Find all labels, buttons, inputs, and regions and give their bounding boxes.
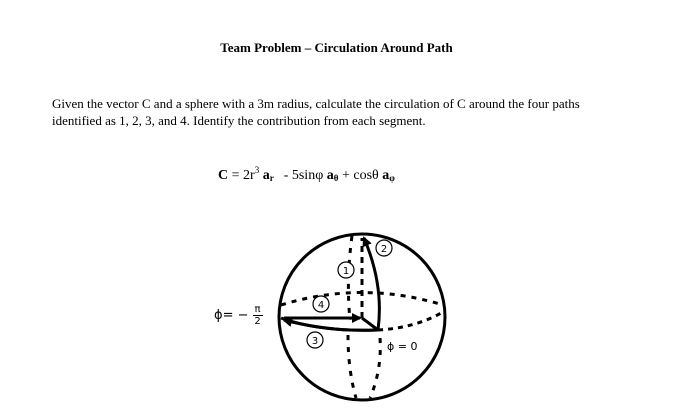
label-3-circle <box>307 332 323 348</box>
label-3-text: 3 <box>311 336 319 347</box>
phi-left-text: ϕ= − <box>214 308 249 323</box>
eq-term2: 5sinφ <box>288 168 327 183</box>
equator-front-dashed <box>378 312 443 330</box>
label-4-text: 4 <box>317 300 325 311</box>
unit-vector-phi-sub: φ <box>389 173 395 183</box>
eq-equals-term: = 2r <box>228 168 255 183</box>
radius-line <box>362 318 378 330</box>
phi-zero-label: ϕ = 0 <box>387 340 418 353</box>
unit-vector-r: a <box>262 168 270 183</box>
label-1-circle <box>338 262 354 278</box>
r-exponent: 3 <box>254 165 260 175</box>
problem-statement: Given the vector C and a sphere with a 3m radius, calculate the circulation of C around the four paths identified as 1, 2, 3, and 4. Identify the contribution from each segment. <box>52 96 580 128</box>
meridian-dashed-bottom <box>348 335 356 398</box>
unit-vector-phi: a <box>382 168 390 183</box>
label-2-text: 2 <box>380 244 388 255</box>
eq-term3: + cosθ <box>338 168 383 183</box>
unit-vector-r-sub: r <box>269 173 274 183</box>
unit-vector-theta: a <box>326 168 334 183</box>
meridian-phi0-dashed <box>370 338 380 398</box>
label-1-text: 1 <box>342 266 350 277</box>
label-2-circle <box>376 240 392 256</box>
unit-vector-theta-sub: θ <box>333 173 339 183</box>
vector-c: C <box>218 168 229 183</box>
eq-minus: - <box>283 168 289 183</box>
frac-numerator: π <box>254 304 261 315</box>
frac-denominator: 2 <box>254 316 261 327</box>
page-title: Team Problem – Circulation Around Path <box>220 40 453 55</box>
label-4-circle <box>313 296 329 312</box>
